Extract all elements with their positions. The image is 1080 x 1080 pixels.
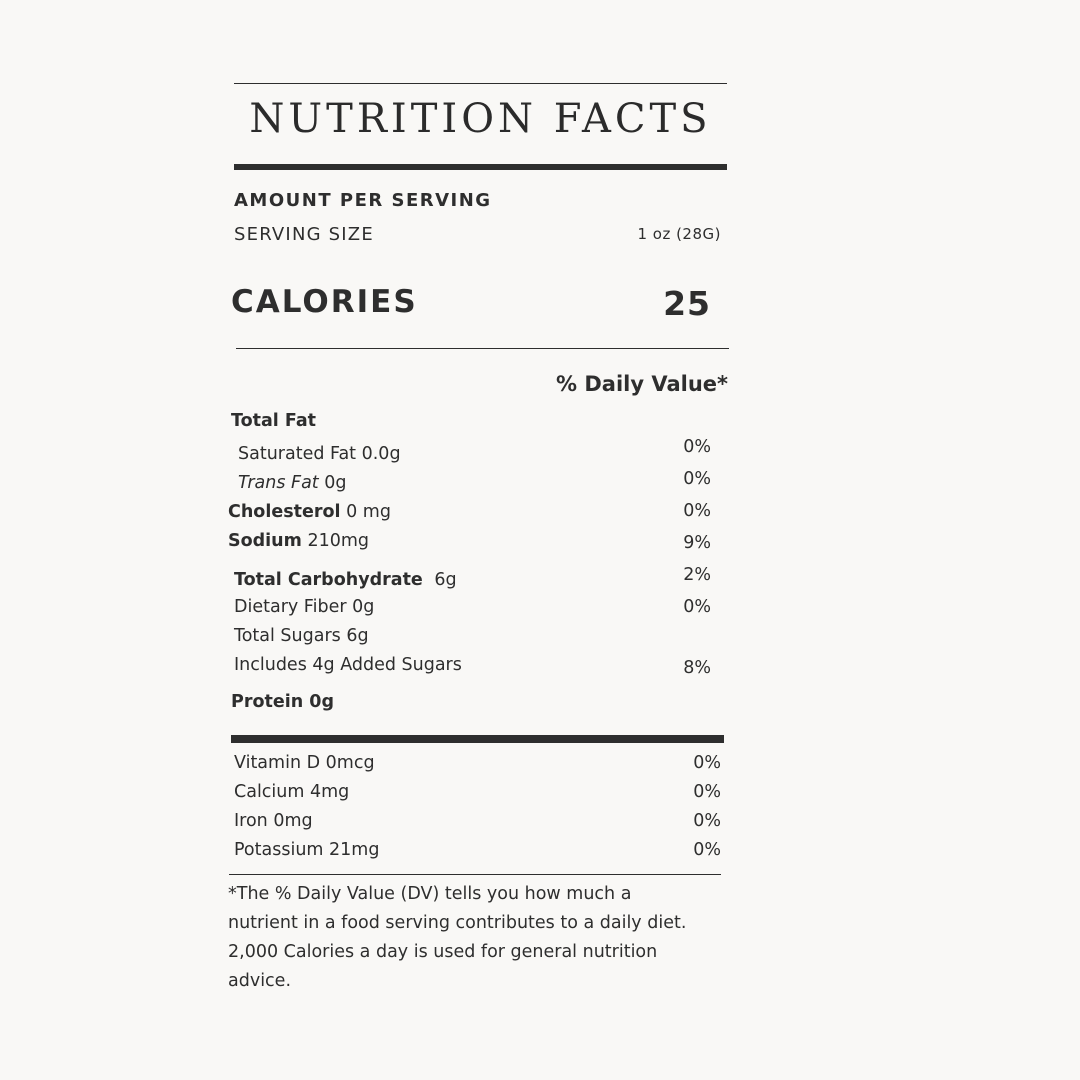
sodium-row [228, 531, 369, 551]
cholesterol-row [228, 502, 391, 522]
trans-fat-row [238, 473, 347, 493]
total-sugars-label: Total Sugars 6g [234, 626, 369, 646]
calories-value: 25 [663, 284, 711, 323]
sodium-label: Sodium [228, 531, 302, 551]
calcium-label: Calcium 4mg [234, 782, 350, 802]
potassium-dv: 0% [693, 840, 721, 860]
cholesterol-label: Cholesterol [228, 502, 341, 522]
cholesterol-amount: 0 mg [346, 502, 391, 522]
iron-dv: 0% [693, 811, 721, 831]
label-title: NUTRITION FACTS [249, 96, 712, 142]
saturated-fat-dv: 0% [683, 437, 711, 457]
potassium-label: Potassium 21mg [234, 840, 380, 860]
total-fat-label: Total Fat [231, 411, 317, 431]
trans-fat-amount: 0g [324, 473, 347, 493]
vitamin-d-dv: 0% [693, 753, 721, 773]
calcium-dv: 0% [693, 782, 721, 802]
sodium-dv: 9% [683, 533, 711, 553]
total-carb-amount: 6g [434, 570, 457, 590]
footnote-rule [229, 874, 721, 875]
calories-label: CALORIES [231, 284, 418, 320]
total-carb-label: Total Carbohydrate [234, 570, 423, 590]
calories-rule [236, 348, 729, 349]
daily-value-header: % Daily Value* [556, 372, 728, 396]
sodium-amount: 210mg [307, 531, 369, 551]
vitamin-d-label: Vitamin D 0mcg [234, 753, 375, 773]
vitamins-thick-rule [231, 735, 724, 743]
serving-size-label: SERVING SIZE [234, 224, 374, 245]
footnote: *The % Daily Value (DV) tells you how much a nutrient in a food serving contributes to a daily diet. 2,000 Calories a day is used for general nutrition advice. [228, 884, 687, 991]
added-sugars-label: Includes 4g Added Sugars [234, 655, 462, 675]
dietary-fiber-label: Dietary Fiber 0g [234, 597, 375, 617]
trans-fat-label: Trans Fat [238, 473, 319, 493]
iron-label: Iron 0mg [234, 811, 313, 831]
title-thick-rule [234, 164, 727, 170]
saturated-fat-label: Saturated Fat 0.0g [238, 444, 401, 464]
trans-fat-dv: 0% [683, 469, 711, 489]
amount-per-serving: AMOUNT PER SERVING [234, 190, 492, 211]
total-carb-row [234, 570, 457, 590]
total-carb-dv: 2% [683, 565, 711, 585]
protein-label: Protein 0g [231, 692, 334, 712]
serving-size-value: 1 oz (28G) [637, 225, 721, 243]
top-rule [234, 83, 727, 84]
dietary-fiber-dv: 0% [683, 597, 711, 617]
cholesterol-dv: 0% [683, 501, 711, 521]
added-sugars-dv: 8% [683, 658, 711, 678]
